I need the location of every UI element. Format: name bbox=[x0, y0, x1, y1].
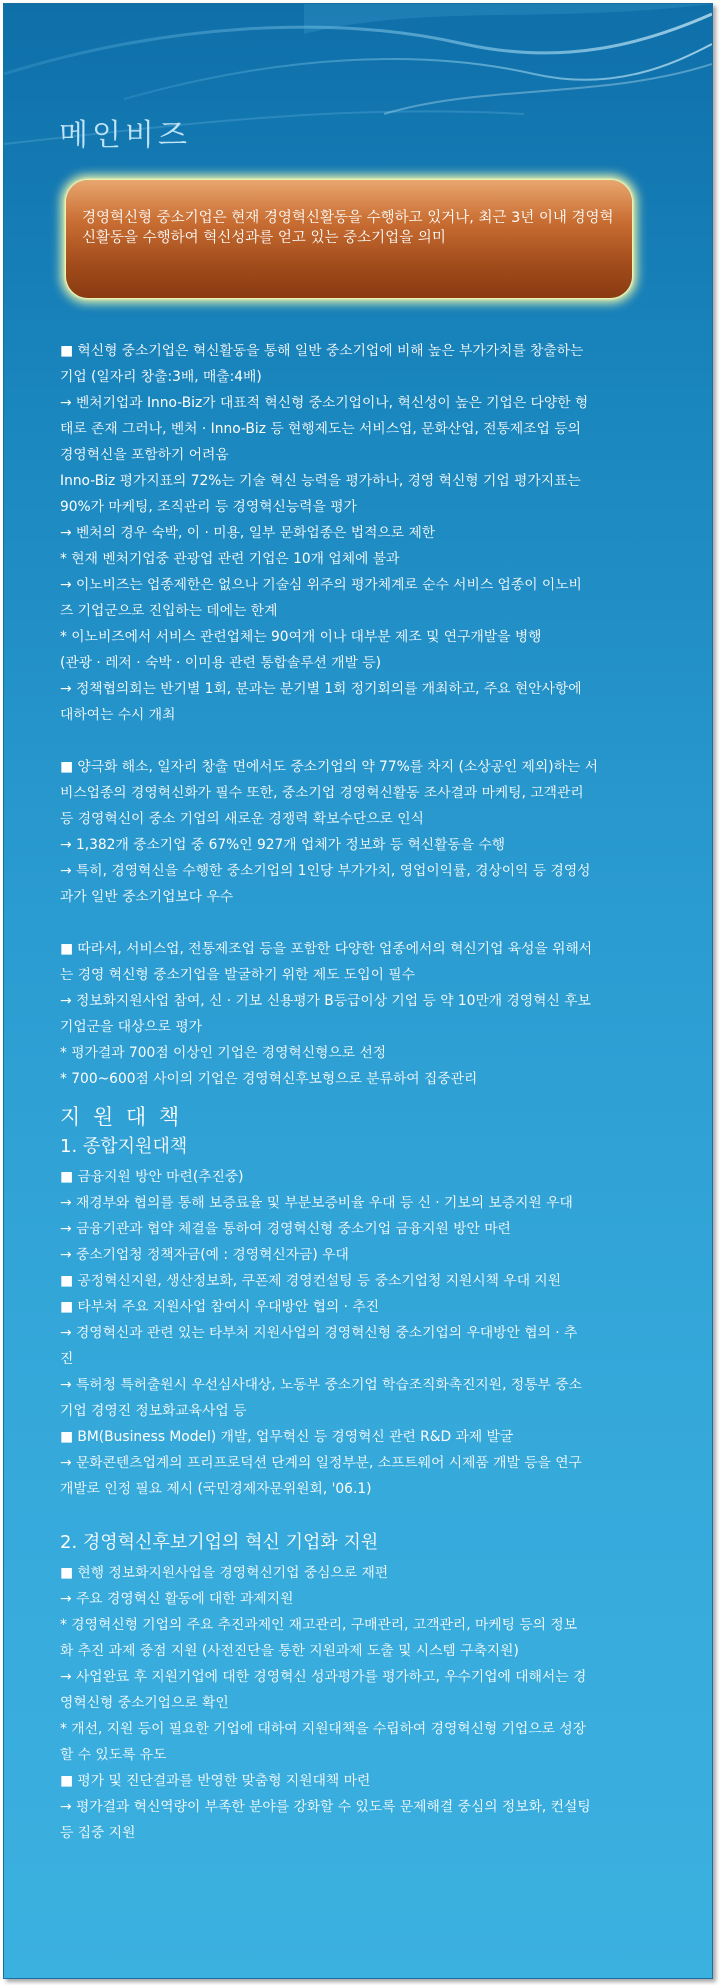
text-line: ■ 금융지원 방안 마련(추진중) bbox=[60, 1169, 244, 1185]
text-line: 태로 존재 그러나, 벤처 · Inno-Biz 등 현행제도는 서비스업, 문화산업, 전통제조업 등의 bbox=[60, 421, 581, 437]
text-line: 90%가 마케팅, 조직관리 등 경영혁신능력을 평가 bbox=[60, 499, 357, 515]
text-line: → 평가결과 혁신역량이 부족한 분야를 강화할 수 있도록 문제해결 중심의 정보화, 컨설팅 bbox=[60, 1799, 591, 1815]
wave-decoration bbox=[4, 4, 712, 184]
text-line: → 이노비즈는 업종제한은 없으나 기술심 위주의 평가체계로 순수 서비스 업종이 이노비 bbox=[60, 577, 582, 593]
text-line: * 700~600점 사이의 기업은 경영혁신후보형으로 분류하여 집중관리 bbox=[60, 1071, 478, 1087]
support-list-2 bbox=[60, 1560, 670, 1846]
summary-callout: 경영혁신형 중소기업은 현재 경영혁신활동을 수행하고 있거나, 최근 3년 이내 경영혁신활동을 수행하여 혁신성과를 얻고 있는 중소기업을 의미 bbox=[66, 180, 632, 298]
text-line: ■ 현행 정보화지원사업을 경영혁신기업 중심으로 재편 bbox=[60, 1565, 389, 1581]
text-line: → 정책협의회는 반기별 1회, 분과는 분기별 1회 정기회의를 개최하고, 주요 현안사항에 bbox=[60, 681, 582, 697]
text-line: 영혁신형 중소기업으로 확인 bbox=[60, 1695, 229, 1711]
text-line: ■ 평가 및 진단결과를 반영한 맞춤형 지원대책 마련 bbox=[60, 1773, 371, 1789]
text-line: → 정보화지원사업 참여, 신 · 기보 신용평가 B등급이상 기업 등 약 10만개 경영혁신 후보 bbox=[60, 993, 591, 1009]
text-line: * 개선, 지원 등이 필요한 기업에 대하여 지원대책을 수립하여 경영혁신형 기업으로 성장 bbox=[60, 1721, 586, 1737]
text-line: 등 집중 지원 bbox=[60, 1825, 136, 1841]
text-line: Inno-Biz 평가지표의 72%는 기술 혁신 능력을 평가하나, 경영 혁신형 기업 평가지표는 bbox=[60, 473, 581, 489]
text-line: 화 추진 과제 중점 지원 (사전진단을 통한 지원과제 도출 및 시스템 구축지원) bbox=[60, 1643, 519, 1659]
section-polarization bbox=[60, 754, 670, 910]
section-evaluation bbox=[60, 936, 670, 1092]
text-line: → 벤처의 경우 숙박, 이 · 미용, 일부 문화업종은 법적으로 제한 bbox=[60, 525, 436, 541]
text-line: * 현재 벤처기업중 관광업 관련 기업은 10개 업체에 불과 bbox=[60, 551, 400, 567]
text-line: 할 수 있도록 유도 bbox=[60, 1747, 167, 1763]
text-line: 비스업종의 경영혁신화가 필수 또한, 중소기업 경영혁신활동 조사결과 마케팅, 고객관리 bbox=[60, 785, 584, 801]
text-line: → 금융기관과 협약 체결을 통하여 경영혁신형 중소기업 금융지원 방안 마련 bbox=[60, 1221, 511, 1237]
text-line: → 중소기업청 정책자금(예 : 경영혁신자금) 우대 bbox=[60, 1247, 349, 1263]
text-line: → 문화콘텐츠업계의 프리프로덕션 단계의 일정부분, 소프트웨어 시제품 개발 등을 연구 bbox=[60, 1455, 582, 1471]
text-line: ■ 공정혁신지원, 생산정보화, 쿠폰제 경영컨설팅 등 중소기업청 지원시책 우대 지원 bbox=[60, 1273, 562, 1289]
text-line: → 특히, 경영혁신을 수행한 중소기업의 1인당 부가가치, 영업이익률, 경상이익 등 경영성 bbox=[60, 863, 591, 879]
text-line: ■ 따라서, 서비스업, 전통제조업 등을 포함한 다양한 업종에서의 혁신기업 육성을 위해서 bbox=[60, 941, 593, 957]
text-line: 기업 (일자리 창출:3배, 매출:4배) bbox=[60, 369, 262, 385]
text-line: ■ 혁신형 중소기업은 혁신활동을 통해 일반 중소기업에 비해 높은 부가가치를 창출하는 bbox=[60, 343, 584, 359]
support-list-1 bbox=[60, 1164, 670, 1502]
text-line: ■ BM(Business Model) 개발, 업무혁신 등 경영혁신 관련 R&D 과제 발굴 bbox=[60, 1429, 514, 1445]
text-line: 과가 일반 중소기업보다 우수 bbox=[60, 889, 234, 905]
text-line: 등 경영혁신이 중소 기업의 새로운 경쟁력 확보수단으로 인식 bbox=[60, 811, 424, 827]
text-line: → 사업완료 후 지원기업에 대한 경영혁신 성과평가를 평가하고, 우수기업에 대해서는 경 bbox=[60, 1669, 587, 1685]
text-line: → 1,382개 중소기업 중 67%인 927개 업체가 정보화 등 혁신활동을 수행 bbox=[60, 837, 506, 853]
content-panel bbox=[3, 3, 713, 1979]
text-line: → 특허청 특허출원시 우선심사대상, 노동부 중소기업 학습조직화촉진지원, 정통부 중소 bbox=[60, 1377, 582, 1393]
text-line: 경영혁신을 포함하기 어려움 bbox=[60, 447, 229, 463]
text-line: ■ 타부처 주요 지원사업 참여시 우대방안 협의 · 추진 bbox=[60, 1299, 380, 1315]
text-line: ■ 양극화 해소, 일자리 창출 면에서도 중소기업의 약 77%를 차지 (소상공인 제외)하는 서 bbox=[60, 759, 598, 775]
text-line: 기업 경영진 정보화교육사업 등 bbox=[60, 1403, 247, 1419]
text-line: * 경영혁신형 기업의 주요 추진과제인 재고관리, 구매관리, 고객관리, 마케팅 등의 정보 bbox=[60, 1617, 578, 1633]
support-subheading-1: 1. 종합지원대책 bbox=[60, 1136, 188, 1157]
text-line: * 평가결과 700점 이상인 기업은 경영혁신형으로 선정 bbox=[60, 1045, 387, 1061]
text-line: (관광 · 레저 · 숙박 · 이미용 관련 통합솔루션 개발 등) bbox=[60, 655, 382, 671]
text-line: 기업군을 대상으로 평가 bbox=[60, 1019, 203, 1035]
text-line: → 벤처기업과 Inno-Biz가 대표적 혁신형 중소기업이나, 혁신성이 높은 기업은 다양한 형 bbox=[60, 395, 589, 411]
text-line: 즈 기업군으로 진입하는 데에는 한계 bbox=[60, 603, 278, 619]
section-innovation-need bbox=[60, 338, 670, 728]
body-content bbox=[60, 338, 670, 1846]
text-line: 대하여는 수시 개최 bbox=[60, 707, 176, 723]
text-line: 개발로 인정 필요 제시 (국민경제자문위원회, '06.1) bbox=[60, 1481, 372, 1497]
text-line: → 경영혁신과 관련 있는 타부처 지원사업의 경영혁신형 중소기업의 우대방안 협의 · 추 bbox=[60, 1325, 578, 1341]
text-line: → 주요 경영혁신 활동에 대한 과제지원 bbox=[60, 1591, 294, 1607]
support-subheading-2: 2. 경영혁신후보기업의 혁신 기업화 지원 bbox=[60, 1532, 379, 1553]
support-heading: 지 원 대 책 bbox=[60, 1105, 183, 1129]
text-line: → 재경부와 협의를 통해 보증료율 및 부분보증비율 우대 등 신 · 기보의 보증지원 우대 bbox=[60, 1195, 573, 1211]
text-line: 는 경영 혁신형 중소기업을 발굴하기 위한 제도 도입이 필수 bbox=[60, 967, 415, 983]
text-line: 진 bbox=[60, 1351, 74, 1367]
page-title: 메인비즈 bbox=[59, 118, 191, 153]
text-line: * 이노비즈에서 서비스 관련업체는 90여개 이나 대부분 제조 및 연구개발을 병행 bbox=[60, 629, 542, 645]
